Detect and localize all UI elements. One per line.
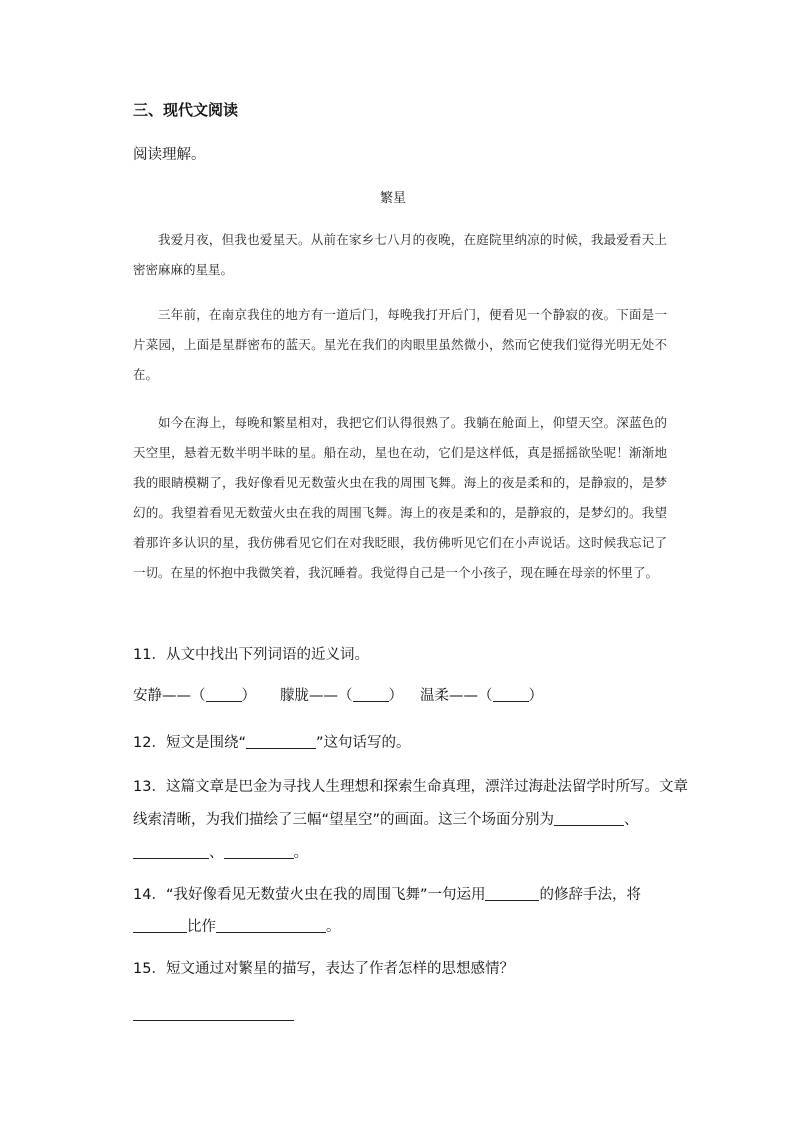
question-13-line-3 (133, 838, 308, 869)
question-13-line-1: 13．这篇文章是巴金为寻找人生理想和探索生命真理，漂洋过海赴法留学时所写。文章 (133, 779, 688, 795)
question-14-text-2: 的修辞手法，将 (539, 887, 641, 903)
answer-line[interactable] (133, 1020, 294, 1021)
question-15: 15．短文通过对繁星的描写，表达了作者怎样的思想感情？ (133, 961, 514, 977)
question-14-line-1 (133, 880, 641, 911)
passage-paragraph-3: 如今在海上，每晚和繁星相对，我把它们认得很熟了。我躺在舱面上，仰望天空。深蓝色的天空里，悬着无数半明半昧的星。船在动，星也在动，它们是这样低，真是摇摇欲坠呢！渐渐地我的眼睛模糊了，我好像看见无数萤火虫在我的周围飞舞。海上的夜是柔和的，是静寂的，是梦幻的。我望着看见无数萤火虫在我的周围飞舞。海上的夜是柔和的，是静寂的，是梦幻的。我望着那许多认识的星，我仿佛看见它们在对我眨眼，我仿佛听见它们在小声说话。这时候我忘记了一切。在星的怀抱中我微笑着，我沉睡着。我觉得自己是一个小孩子，现在睡在母亲的怀里了。 (133, 415, 667, 580)
synonym-word: 温柔——（ (420, 688, 493, 704)
instruction: 阅读理解。 (133, 147, 206, 163)
synonym-close: ） (388, 688, 403, 704)
section-title: 三、现代文阅读 (133, 101, 239, 119)
synonym-word: 朦胧——（ (280, 688, 353, 704)
question-13-sep: 、 (209, 845, 224, 861)
question-14-text: 14．“我好像看见无数萤火虫在我的周围飞舞”一句运用 (133, 887, 486, 903)
question-13-text: 线索清晰，为我们描绘了三幅“望星空”的画面。这三个场面分别为 (133, 812, 555, 828)
passage-title: 繁星 (380, 191, 407, 206)
answer-blank[interactable] (353, 685, 389, 702)
answer-blank[interactable] (133, 916, 187, 933)
question-12-post: ”这句话写的。 (315, 735, 411, 751)
synonym-item-1 (133, 684, 256, 705)
answer-blank[interactable] (493, 685, 529, 702)
answer-blank[interactable] (133, 842, 209, 859)
passage-paragraph-1: 我爱月夜，但我也爱星天。从前在家乡七八月的夜晚，在庭院里纳凉的时候，我最爱看天上密密麻麻的星星。 (133, 232, 667, 277)
question-13-end: 。 (293, 845, 308, 861)
question-14-end: 。 (326, 919, 341, 935)
question-13-sep: 、 (624, 812, 639, 828)
answer-blank[interactable] (224, 842, 294, 859)
question-13-line-2 (133, 805, 639, 836)
answer-blank[interactable] (216, 916, 326, 933)
synonym-word: 安静——（ (133, 688, 206, 704)
synonym-item-2 (280, 684, 403, 705)
synonym-close: ） (528, 688, 543, 704)
answer-blank[interactable] (246, 732, 316, 749)
question-14-mid: 比作 (187, 919, 216, 935)
passage-paragraph-2: 三年前，在南京我住的地方有一道后门，每晚我打开后门，便看见一个静寂的夜。下面是一片菜园，上面是星群密布的蓝天。星光在我们的肉眼里虽然微小，然而它使我们觉得光明无处不在。 (133, 307, 667, 382)
question-12-pre: 12．短文是围绕“ (133, 735, 246, 751)
question-14-line-2 (133, 912, 341, 943)
answer-blank[interactable] (554, 809, 624, 826)
answer-blank[interactable] (206, 685, 242, 702)
question-11: 11．从文中找出下列词语的近义词。 (133, 647, 369, 663)
answer-blank[interactable] (485, 884, 539, 901)
synonym-close: ） (241, 688, 256, 704)
synonym-item-3 (420, 684, 543, 705)
question-12 (133, 728, 410, 759)
